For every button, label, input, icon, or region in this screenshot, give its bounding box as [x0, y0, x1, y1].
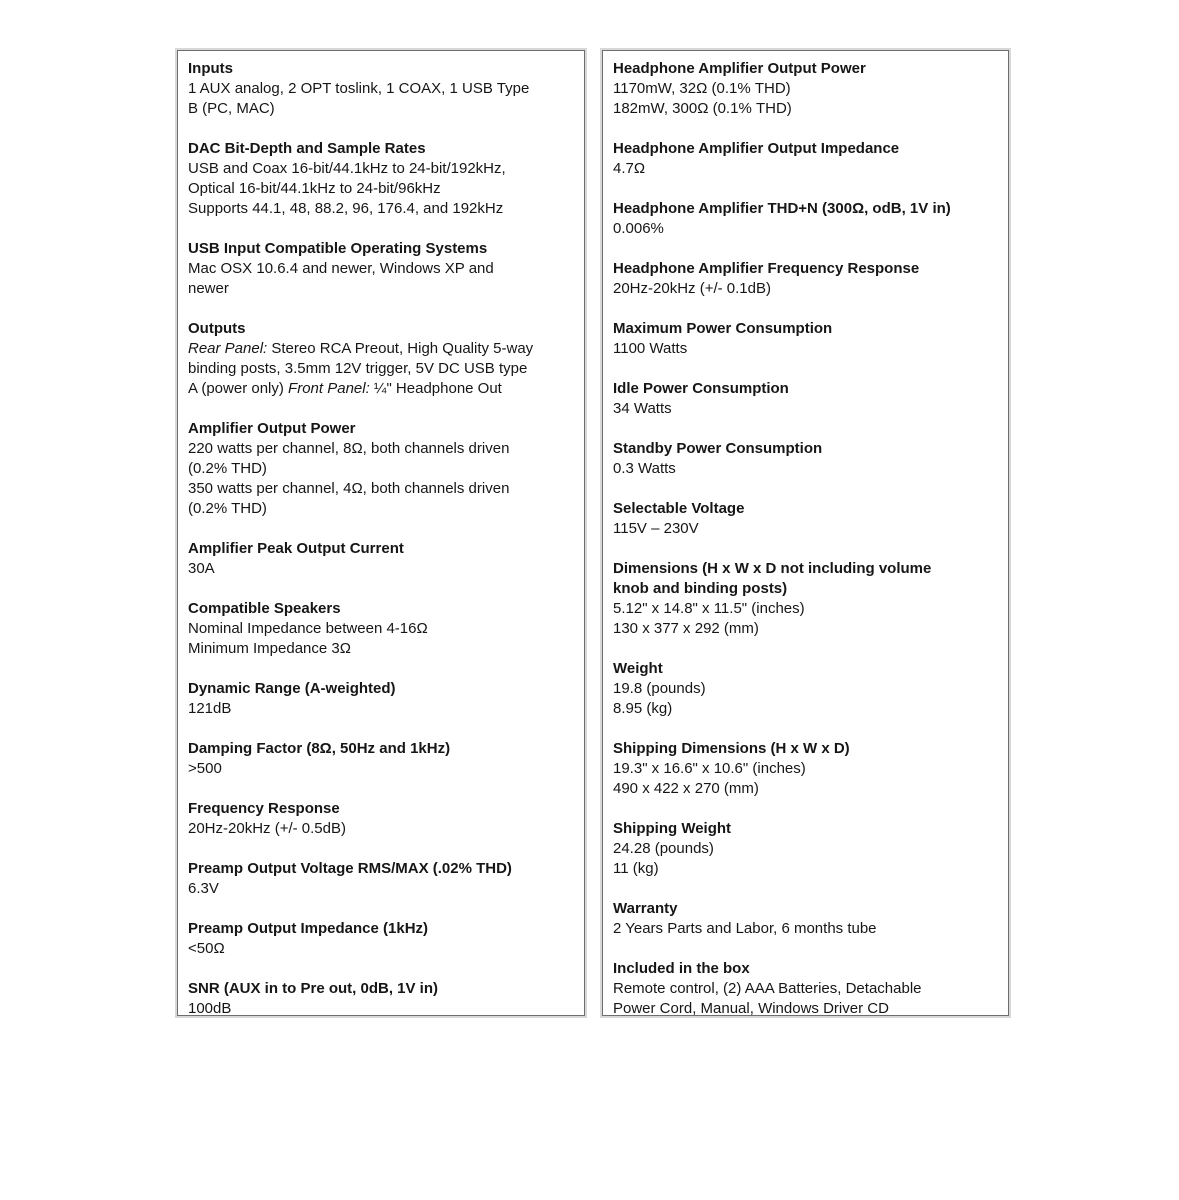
- spec-title: Selectable Voltage: [613, 500, 745, 517]
- spec-title: Preamp Output Impedance (1kHz): [188, 920, 429, 937]
- spec-value-line: >500: [188, 760, 222, 777]
- spec-value-line: 19.3" x 16.6" x 10.6" (inches): [613, 760, 806, 777]
- section-frequency-response: [188, 799, 576, 839]
- spec-title: DAC Bit-Depth and Sample Rates: [188, 140, 426, 157]
- section-outputs: [188, 319, 576, 399]
- spec-value-line: 130 x 377 x 292 (mm): [613, 620, 759, 637]
- spec-value-line: Supports 44.1, 48, 88.2, 96, 176.4, and 192kHz: [188, 200, 504, 217]
- spec-value-line: Mac OSX 10.6.4 and newer, Windows XP and: [188, 260, 494, 277]
- spec-value-line: 2 Years Parts and Labor, 6 months tube: [613, 920, 877, 937]
- section-weight: [613, 659, 1000, 719]
- section-preamp-output-impedance: [188, 919, 576, 959]
- section-hp-frequency-response: [613, 259, 1000, 299]
- spec-column-left: [177, 50, 585, 1016]
- section-idle-power: [613, 379, 1000, 419]
- spec-title: Maximum Power Consumption: [613, 320, 833, 337]
- spec-title: SNR (AUX in to Pre out, 0dB, 1V in): [188, 980, 439, 997]
- spec-value-line: [188, 339, 576, 359]
- front-panel-value: ¼" Headphone Out: [369, 380, 502, 397]
- spec-title: Damping Factor (8Ω, 50Hz and 1kHz): [188, 740, 451, 757]
- spec-title: Shipping Dimensions (H x W x D): [613, 740, 850, 757]
- spec-value-line: <50Ω: [188, 940, 225, 957]
- rear-panel-value-cont: A (power only): [188, 380, 289, 397]
- spec-value-line: 11 (kg): [613, 860, 659, 877]
- spec-value-line: Nominal Impedance between 4-16Ω: [188, 620, 428, 637]
- section-amp-output-power: [188, 419, 576, 519]
- spec-title: Outputs: [188, 320, 246, 337]
- spec-value-line: 5.12" x 14.8" x 11.5" (inches): [613, 600, 805, 617]
- spec-value-line: 182mW, 300Ω (0.1% THD): [613, 100, 792, 117]
- spec-value-line: 115V – 230V: [613, 520, 699, 537]
- spec-title: Included in the box: [613, 960, 750, 977]
- spec-value-line: newer: [188, 280, 229, 297]
- spec-title: Headphone Amplifier Output Impedance: [613, 140, 900, 157]
- section-included-in-box: [613, 959, 1000, 1016]
- spec-value-line: 6.3V: [188, 880, 219, 897]
- section-hp-output-power: [613, 59, 1000, 119]
- spec-value-line: Power Cord, Manual, Windows Driver CD: [613, 1000, 889, 1016]
- spec-value-line: [188, 379, 576, 399]
- rear-panel-label: Rear Panel:: [188, 340, 268, 357]
- spec-title: Headphone Amplifier Output Power: [613, 60, 866, 77]
- spec-title: Headphone Amplifier Frequency Response: [613, 260, 920, 277]
- section-usb-os: [188, 239, 576, 299]
- spec-value-line: 30A: [188, 560, 215, 577]
- section-damping-factor: [188, 739, 576, 779]
- spec-value-line: (0.2% THD): [188, 500, 267, 517]
- section-selectable-voltage: [613, 499, 1000, 539]
- spec-title: Frequency Response: [188, 800, 340, 817]
- section-warranty: [613, 899, 1000, 939]
- spec-title: knob and binding posts): [613, 580, 788, 597]
- spec-value-line: 100dB: [188, 1000, 232, 1016]
- spec-title: Amplifier Peak Output Current: [188, 540, 404, 557]
- section-dac-bit-depth: [188, 139, 576, 219]
- spec-value-line: 0.3 Watts: [613, 460, 676, 477]
- spec-value-line: 1100 Watts: [613, 340, 688, 357]
- section-hp-thdn: [613, 199, 1000, 239]
- spec-title: Compatible Speakers: [188, 600, 341, 617]
- section-max-power: [613, 319, 1000, 359]
- spec-value-line: (0.2% THD): [188, 460, 267, 477]
- spec-value-line: Minimum Impedance 3Ω: [188, 640, 351, 657]
- spec-title: Warranty: [613, 900, 678, 917]
- section-inputs: [188, 59, 576, 119]
- spec-value-line: 34 Watts: [613, 400, 672, 417]
- spec-title: Dimensions (H x W x D not including volume: [613, 560, 932, 577]
- spec-value-line: 19.8 (pounds): [613, 680, 706, 697]
- spec-title: Amplifier Output Power: [188, 420, 356, 437]
- spec-value-line: 0.006%: [613, 220, 664, 237]
- spec-title: Inputs: [188, 60, 233, 77]
- section-shipping-weight: [613, 819, 1000, 879]
- spec-value-line: 20Hz-20kHz (+/- 0.1dB): [613, 280, 771, 297]
- spec-title: Preamp Output Voltage RMS/MAX (.02% THD): [188, 860, 512, 877]
- spec-value-line: 350 watts per channel, 4Ω, both channels driven: [188, 480, 510, 497]
- spec-value-line: binding posts, 3.5mm 12V trigger, 5V DC USB type: [188, 360, 528, 377]
- spec-value-line: 24.28 (pounds): [613, 840, 714, 857]
- section-amp-peak-current: [188, 539, 576, 579]
- spec-title: Idle Power Consumption: [613, 380, 789, 397]
- front-panel-label: Front Panel:: [288, 380, 370, 397]
- section-snr: [188, 979, 576, 1016]
- rear-panel-value: Stereo RCA Preout, High Quality 5-way: [267, 340, 534, 357]
- section-dimensions: [613, 559, 1000, 639]
- spec-title: Headphone Amplifier THD+N (300Ω, odB, 1V in): [613, 200, 951, 217]
- spec-title: Shipping Weight: [613, 820, 732, 837]
- spec-title: Standby Power Consumption: [613, 440, 823, 457]
- spec-title: USB Input Compatible Operating Systems: [188, 240, 488, 257]
- section-shipping-dimensions: [613, 739, 1000, 799]
- spec-title: Dynamic Range (A-weighted): [188, 680, 396, 697]
- spec-value-line: Remote control, (2) AAA Batteries, Detachable: [613, 980, 922, 997]
- spec-value-line: 1170mW, 32Ω (0.1% THD): [613, 80, 791, 97]
- spec-value-line: 121dB: [188, 700, 232, 717]
- spec-value-line: 4.7Ω: [613, 160, 646, 177]
- spec-value-line: USB and Coax 16-bit/44.1kHz to 24-bit/192kHz,: [188, 160, 506, 177]
- spec-title: Weight: [613, 660, 663, 677]
- section-compatible-speakers: [188, 599, 576, 659]
- spec-column-right: [602, 50, 1009, 1016]
- spec-value-line: Optical 16-bit/44.1kHz to 24-bit/96kHz: [188, 180, 441, 197]
- section-standby-power: [613, 439, 1000, 479]
- section-hp-output-impedance: [613, 139, 1000, 179]
- spec-value-line: 1 AUX analog, 2 OPT toslink, 1 COAX, 1 USB Type: [188, 80, 530, 97]
- section-preamp-output-voltage: [188, 859, 576, 899]
- spec-value-line: 490 x 422 x 270 (mm): [613, 780, 759, 797]
- spec-value-line: 8.95 (kg): [613, 700, 673, 717]
- spec-value-line: 20Hz-20kHz (+/- 0.5dB): [188, 820, 346, 837]
- spec-value-line: B (PC, MAC): [188, 100, 275, 117]
- section-dynamic-range: [188, 679, 576, 719]
- spec-value-line: 220 watts per channel, 8Ω, both channels driven: [188, 440, 510, 457]
